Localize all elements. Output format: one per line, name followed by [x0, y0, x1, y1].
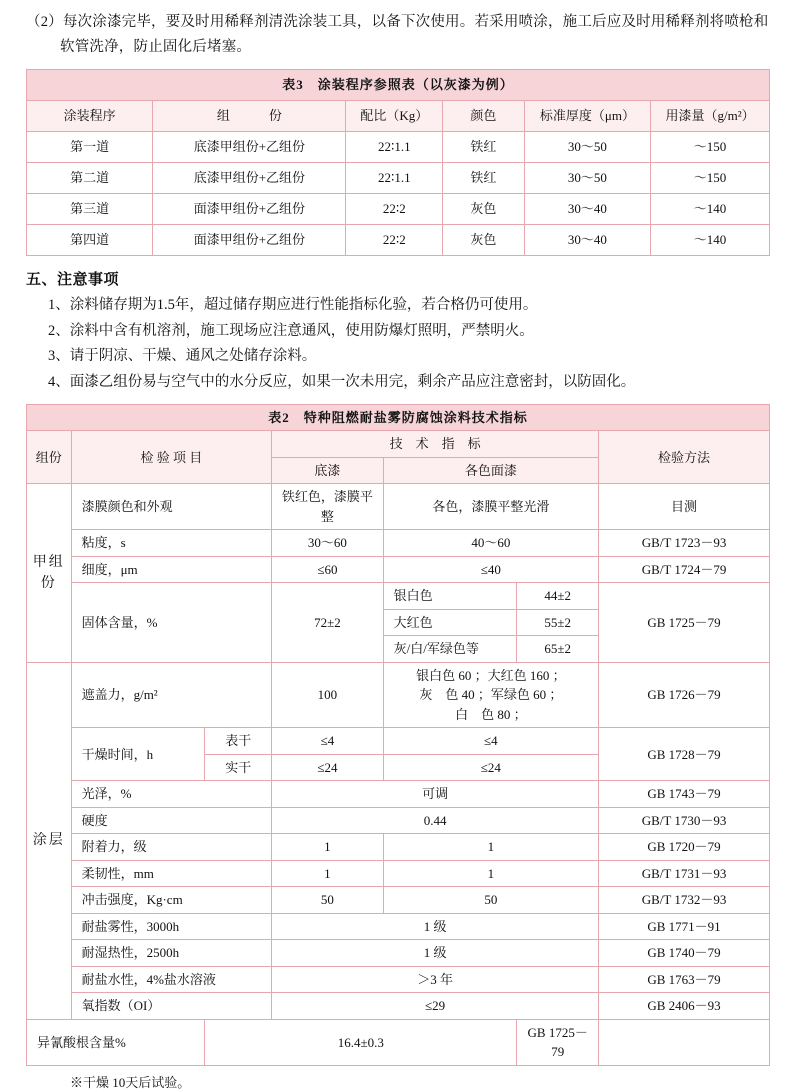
table-row — [27, 583, 770, 610]
table-2-item: 附着力，级 — [71, 834, 272, 861]
table-2-group-layer: 涂层 — [27, 662, 72, 1019]
table-2-subvalue: 55±2 — [517, 609, 599, 636]
table-2-primer-value: ≤4 — [272, 728, 383, 755]
table-3-cell: 面漆甲组份+乙组份 — [153, 193, 346, 224]
table-3-caption: 表3 涂装程序参照表（以灰漆为例） — [27, 69, 770, 100]
table-2-method: GB 1743－79 — [599, 781, 770, 808]
table-2-item: 细度，μm — [71, 556, 272, 583]
table-2-header-primer: 底漆 — [272, 457, 383, 484]
table-3-cell: 铁红 — [443, 162, 525, 193]
table-2-item-solid: 固体含量，% — [71, 583, 272, 663]
table-2-value: ＞3 年 — [272, 966, 599, 993]
table-2-primer-value: 铁红色，漆膜平整 — [272, 484, 383, 530]
table-3-cell: 第四道 — [27, 224, 153, 255]
table-2-method: GB 1771－91 — [599, 913, 770, 940]
hiding-line: 灰 色 40 ；军绿色 60 ； — [419, 687, 563, 703]
table-2-value: 1 级 — [272, 913, 599, 940]
table-3-cell: 第三道 — [27, 193, 153, 224]
table-2-method: GB/T 1732－93 — [599, 887, 770, 914]
table-row — [27, 556, 770, 583]
table-2-value: 可调 — [272, 781, 599, 808]
table-2-subitem: 大红色 — [383, 609, 517, 636]
table-2-footnote: ※干燥 10天后试验。 — [70, 1074, 191, 1090]
table-2-method: GB 1725－79 — [599, 583, 770, 663]
table-2-primer-value: ≤24 — [272, 754, 383, 781]
table-2-topcoat-value: ≤24 — [383, 754, 598, 781]
table-2-primer-value: 1 — [272, 860, 383, 887]
table-3-header-cell: 配比（Kg） — [346, 100, 443, 131]
table-3-header-cell: 涂装程序 — [27, 100, 153, 131]
table-2-primer-value: ≤60 — [272, 556, 383, 583]
table-3 — [26, 69, 770, 256]
table-3-cell: 灰色 — [443, 224, 525, 255]
table-3-cell: ～150 — [651, 131, 770, 162]
list-item: 3、请于阴凉、干燥、通风之处储存涂料。 — [48, 348, 317, 365]
table-2-value: ≤29 — [272, 993, 599, 1020]
table-2-value: 16.4±0.3 — [205, 1019, 517, 1065]
list-item: 2、涂料中含有机溶剂，施工现场应注意通风，使用防爆灯照明，严禁明火。 — [48, 322, 534, 339]
list-item: 1、涂料储存期为1.5年，超过储存期应进行性能指标化验，若合格仍可使用。 — [48, 296, 538, 313]
table-2-method: GB 1728－79 — [599, 728, 770, 781]
table-3-caption-row — [27, 69, 770, 100]
table-2-method: GB/T 1723－93 — [599, 530, 770, 557]
table-2-item: 异氰酸根含量% — [27, 1019, 205, 1065]
table-2-item: 柔韧性，mm — [71, 860, 272, 887]
table-row — [27, 1019, 770, 1065]
table-2-item: 氧指数（OI） — [71, 993, 272, 1020]
table-3-cell: 30～50 — [524, 162, 650, 193]
table-3-cell: 22∶2 — [346, 224, 443, 255]
table-2-header-topcoat: 各色面漆 — [383, 457, 598, 484]
table-2-header-item: 检 验 项 目 — [71, 431, 272, 484]
section-title-notes: 五、注意事项 — [26, 271, 120, 288]
table-2-subitem: 银白色 — [383, 583, 517, 610]
table-2-value: 1 级 — [272, 940, 599, 967]
table-row — [27, 993, 770, 1020]
table-2-topcoat-value: 40～60 — [383, 530, 598, 557]
list-item: 4、面漆乙组份易与空气中的水分反应，如果一次未用完，剩余产品应注意密封，以防固化。 — [48, 374, 636, 391]
table-row — [27, 224, 770, 255]
table-3-cell: 30～50 — [524, 131, 650, 162]
table-2-method: GB/T 1731－93 — [599, 860, 770, 887]
table-2-header-tech: 技 术 指 标 — [272, 431, 599, 458]
table-2-item: 耐盐水性，4%盐水溶液 — [71, 966, 272, 993]
table-row — [27, 966, 770, 993]
table-2-topcoat-value: 50 — [383, 887, 598, 914]
table-2-method: GB/T 1724－79 — [599, 556, 770, 583]
table-2-primer-value: 50 — [272, 887, 383, 914]
table-3-cell: ～140 — [651, 193, 770, 224]
table-row — [27, 728, 770, 755]
table-2-primer-hiding: 100 — [272, 662, 383, 728]
table-2-topcoat-value: ≤40 — [383, 556, 598, 583]
table-2-item: 粘度，s — [71, 530, 272, 557]
intro-paragraph: （2）每次涂漆完毕，要及时用稀释剂清洗涂装工具，以备下次使用。若采用喷涂，施工后应及时用稀释剂将喷枪和软管洗净，防止固化后堵塞。 — [26, 14, 769, 56]
table-2-item-hiding: 遮盖力，g/m² — [71, 662, 272, 728]
table-row — [27, 193, 770, 224]
table-2-method: GB/T 1730－93 — [599, 807, 770, 834]
table-2-topcoat-value: 各色，漆膜平整光滑 — [383, 484, 598, 530]
table-3-cell: 底漆甲组份+乙组份 — [153, 162, 346, 193]
table-3-cell: 22∶1.1 — [346, 131, 443, 162]
table-2-topcoat-hiding — [383, 662, 598, 728]
table-2-method: GB 1726－79 — [599, 662, 770, 728]
table-row — [27, 781, 770, 808]
table-3-header-cell: 颜色 — [443, 100, 525, 131]
table-row — [27, 860, 770, 887]
table-3-cell: 22∶1.1 — [346, 162, 443, 193]
table-3-header-cell: 用漆量（g/m²） — [651, 100, 770, 131]
table-2-subitem: 表干 — [205, 728, 272, 755]
table-2-subvalue: 44±2 — [517, 583, 599, 610]
table-2-header-group: 组份 — [27, 431, 72, 484]
table-row — [27, 662, 770, 728]
table-2-item-drying: 干燥时间，h — [71, 728, 205, 781]
table-2-subvalue: 65±2 — [517, 636, 599, 663]
table-2 — [26, 404, 770, 1066]
table-2-method: GB 1763－79 — [599, 966, 770, 993]
table-row — [27, 807, 770, 834]
notes-list — [26, 293, 770, 396]
table-2-subitem: 灰/白/军绿色等 — [383, 636, 517, 663]
table-2-method: GB 1740－79 — [599, 940, 770, 967]
table-3-header-row — [27, 100, 770, 131]
table-3-cell: 底漆甲组份+乙组份 — [153, 131, 346, 162]
table-3-cell: ～150 — [651, 162, 770, 193]
table-2-topcoat-value: 1 — [383, 834, 598, 861]
table-3-cell: 22∶2 — [346, 193, 443, 224]
table-2-primer-solid: 72±2 — [272, 583, 383, 663]
table-2-caption-row — [27, 404, 770, 431]
table-2-item: 冲击强度，Kg·cm — [71, 887, 272, 914]
table-3-header-cell: 组 份 — [153, 100, 346, 131]
hiding-line: 白 色 80 ； — [455, 706, 527, 722]
table-row — [27, 530, 770, 557]
table-2-item: 漆膜颜色和外观 — [71, 484, 272, 530]
table-2-header-row-1 — [27, 431, 770, 458]
table-2-item: 耐湿热性，2500h — [71, 940, 272, 967]
table-2-item-gloss: 光泽，% — [71, 781, 272, 808]
table-2-item-hardness: 硬度 — [71, 807, 272, 834]
table-2-primer-value: 1 — [272, 834, 383, 861]
table-row — [27, 887, 770, 914]
table-2-topcoat-value: 1 — [383, 860, 598, 887]
table-2-method: GB 2406－93 — [599, 993, 770, 1020]
table-2-subitem: 实干 — [205, 754, 272, 781]
table-3-cell: 灰色 — [443, 193, 525, 224]
table-3-header-cell: 标准厚度（μm） — [524, 100, 650, 131]
table-row — [27, 162, 770, 193]
table-row — [27, 913, 770, 940]
table-2-caption: 表2 特种阻燃耐盐雾防腐蚀涂料技术指标 — [27, 404, 770, 431]
hiding-line: 银白色 60 ；大红色 160 ； — [416, 667, 566, 683]
table-row — [27, 940, 770, 967]
table-2-method: GB 1720－79 — [599, 834, 770, 861]
table-2-header-method: 检验方法 — [599, 431, 770, 484]
table-3-cell: 30～40 — [524, 224, 650, 255]
table-3-cell: ～140 — [651, 224, 770, 255]
table-2-item: 耐盐雾性，3000h — [71, 913, 272, 940]
table-2-method: 目测 — [599, 484, 770, 530]
table-2-topcoat-value: ≤4 — [383, 728, 598, 755]
table-row — [27, 131, 770, 162]
table-2-group-a: 甲组份 — [27, 484, 72, 663]
table-3-cell: 30～40 — [524, 193, 650, 224]
table-2-method: GB 1725－79 — [517, 1019, 599, 1065]
table-row — [27, 834, 770, 861]
table-3-cell: 面漆甲组份+乙组份 — [153, 224, 346, 255]
table-3-cell: 第一道 — [27, 131, 153, 162]
table-2-primer-value: 30～60 — [272, 530, 383, 557]
table-2-value: 0.44 — [272, 807, 599, 834]
table-3-cell: 第二道 — [27, 162, 153, 193]
table-3-cell: 铁红 — [443, 131, 525, 162]
table-row — [27, 484, 770, 530]
